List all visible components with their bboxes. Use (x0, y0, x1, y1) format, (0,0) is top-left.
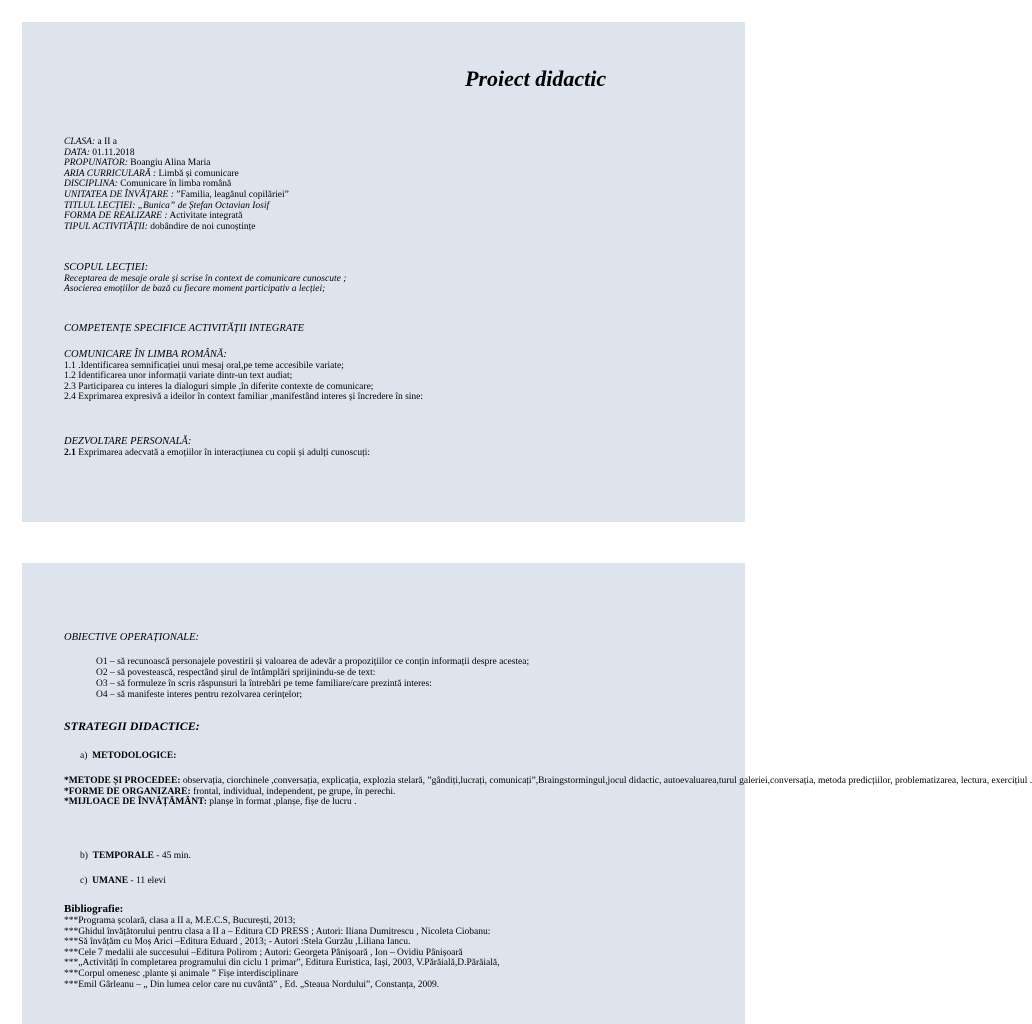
bibliografie-item: ***Cele 7 medalii ale succesului –Editura Polirom ; Autori: Georgeta Pânișoară , Ion – Ovidiu Pânișoară (64, 947, 463, 958)
bibliografie-item: ***Corpul omenesc ,plante și animale ” Fișe interdisciplinare (64, 968, 299, 979)
document-page-2 (22, 563, 1032, 1024)
umane-line: c) UMANE - 11 elevi (80, 876, 166, 886)
clr-heading: COMUNICARE ÎN LIMBA ROMÂNĂ: (64, 349, 227, 360)
metodologice-heading: a) METODOLOGICE: (80, 751, 177, 761)
bibliografie-item: ***Programa școlară, clasa a II a, M.E.C.S, București, 2013; (64, 916, 296, 926)
competente-heading: COMPETENȚE SPECIFICE ACTIVITĂȚII INTEGRATE (64, 323, 305, 334)
clr-item: 2.4 Exprimarea expresivă a ideilor în context familiar ,manifestând interes și încredere în sine: (64, 392, 424, 403)
info-titlul: TITLUL LECȚIEI: „Bunica” de Ștefan Octavian Iosif (64, 200, 270, 211)
bibliografie-item: ***Emil Gârleanu – „ Din lumea celor care nu cuvântă” , Ed. „Steaua Nordului”, Constanța, 2009. (64, 979, 440, 990)
strategii-heading: STRATEGII DIDACTICE: (64, 719, 200, 733)
clr-item: 2.3 Participarea cu interes la dialoguri simple ,în diferite contexte de comunicare; (64, 381, 374, 392)
obiectiv-item: O2 – să povestească, respectând șirul de întâmplări sprijinindu-se de text: (96, 668, 376, 678)
clr-item: 1.2 Identificarea unor informații variate dintr-un text audiat; (64, 371, 293, 382)
dp-block (64, 437, 370, 458)
scop-block (64, 263, 346, 295)
metode-paragraph: *METODE ȘI PROCEDEE: observația, ciorchinele ,conversația, explicația, explozia stelară, ”gândiți,lucrați, comunicați”,Braingstormingul,jocul didactic, autoevaluarea,turul galeriei,conversația, metoda predicțiilor, problematizarea, lectura, exercițiul . (64, 776, 1032, 786)
forme-line: *FORME DE ORGANIZARE: frontal, individual, independent, pe grupe, în perechi. (64, 786, 396, 797)
mijloace-line: *MIJLOACE DE ÎNVĂȚĂMÂNT: planșe în format ,planșe, fișe de lucru . (64, 797, 357, 808)
info-clasa: CLASA: a II a (64, 137, 118, 147)
scop-line-1: Receptarea de mesaje orale și scrise în context de comunicare cunoscute ; (64, 273, 347, 284)
dp-item: 2.1 Exprimarea adecvată a emoțiilor în interacțiunea cu copii și adulți cunoscuți: (64, 447, 370, 458)
clr-item: 1.1 .Identificarea semnificației unui mesaj oral,pe teme accesibile variate; (64, 360, 344, 371)
obiectiv-item: O1 – să recunoască personajele povestirii și valoarea de adevăr a propozițiilor ce conțin informații despre acestea; (96, 657, 530, 667)
dp-heading: DEZVOLTARE PERSONALĂ: (64, 436, 192, 447)
obiectiv-item: O3 – să formuleze în scris răspunsuri la întrebări pe teme familiare/care prezintă interes: (96, 679, 432, 689)
info-unitatea: UNITATEA DE ÎNVĂȚARE : ”Familia, leagănul copilăriei” (64, 189, 289, 200)
document-title: Proiect didactic (465, 66, 607, 91)
bibliografie-item: ***Ghidul învățătorului pentru clasa a II a – Editura CD PRESS ; Autori: Iliana Dumitrescu , Nicoleta Ciobanu: (64, 926, 491, 937)
info-disciplina: DISCIPLINA: Comunicare în limba română (64, 179, 232, 190)
strategii-block (64, 721, 200, 732)
clr-block (64, 350, 423, 403)
bibliografie-item: ***Să învățăm cu Moș Arici –Editura Eduard , 2013; - Autori :Stela Gurzău ,Liliana Iancu. (64, 937, 411, 948)
bibliografie-heading: Bibliografie: (64, 903, 124, 915)
competente-block (64, 324, 304, 335)
metode-block (64, 776, 1032, 808)
scop-heading: SCOPUL LECȚIEI: (64, 262, 149, 273)
info-tipul: TIPUL ACTIVITĂȚII: dobândire de noi cunoștințe (64, 221, 256, 232)
info-aria-curriculara: ARIA CURRICULARĂ : Limbă și comunicare (64, 168, 239, 179)
info-data: DATA: 01.11.2018 (64, 147, 135, 158)
info-propunator: PROPUNATOR: Boangiu Alina Maria (64, 158, 211, 169)
info-forma: FORMA DE REALIZARE : Activitate integrată (64, 211, 243, 222)
lesson-info-block (64, 137, 289, 232)
obiective-list (96, 657, 529, 701)
obiectiv-item: O4 – să manifeste interes pentru rezolvarea cerințelor; (96, 690, 303, 700)
obiective-heading-block (64, 633, 199, 644)
obiective-heading: OBIECTIVE OPERAȚIONALE: (64, 632, 200, 643)
document-page-1 (22, 22, 745, 522)
temporale-line: b) TEMPORALE - 45 min. (80, 851, 191, 861)
bibliografie-block (64, 903, 499, 990)
bibliografie-item: ***„Activități în completarea programului din ciclu 1 primar”, Editura Euristica, Iași, 2003, V.Părăială,D.Părăială, (64, 958, 500, 969)
scop-line-2: Asocierea emoțiilor de bază cu fiecare moment participativ a lecției; (64, 284, 326, 295)
